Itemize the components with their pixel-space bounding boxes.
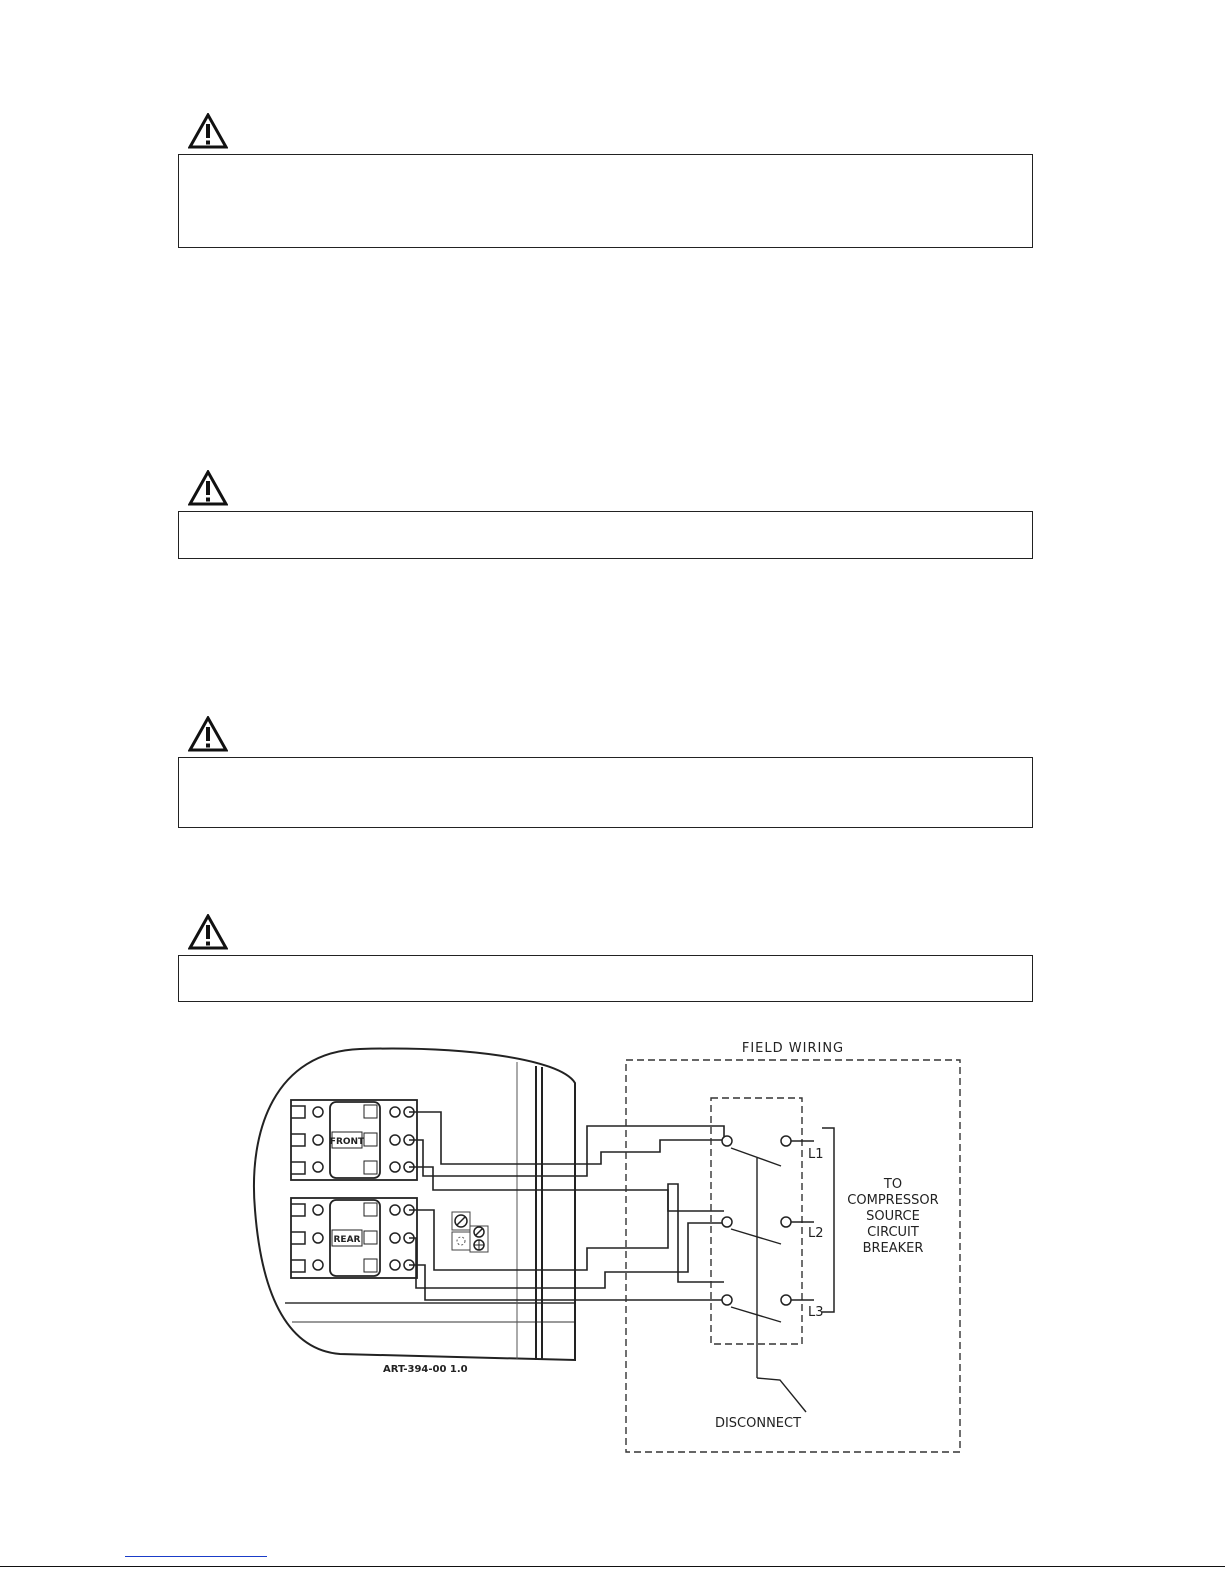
svg-text:SOURCE: SOURCE bbox=[866, 1209, 920, 1224]
contactor-front-label: FRONT bbox=[329, 1137, 365, 1147]
field-wires bbox=[409, 1112, 724, 1300]
warning-triangle-icon bbox=[188, 716, 228, 752]
art-number: ART-394-00 1.0 bbox=[383, 1364, 468, 1375]
ground-terminal-icon bbox=[452, 1212, 488, 1252]
disconnect-label: DISCONNECT bbox=[714, 1416, 802, 1431]
svg-text:BREAKER: BREAKER bbox=[862, 1241, 924, 1256]
breaker-label bbox=[847, 1177, 938, 1256]
terminal-l1-label: L1 bbox=[808, 1147, 824, 1162]
field-wiring-box bbox=[626, 1060, 960, 1452]
warning-box-4 bbox=[178, 955, 1033, 1002]
page-bottom-rule bbox=[0, 1566, 1225, 1567]
field-wiring-label: FIELD WIRING bbox=[741, 1041, 845, 1056]
contactor-front bbox=[291, 1100, 417, 1180]
warning-box-3 bbox=[178, 757, 1033, 828]
warning-box-1 bbox=[178, 154, 1033, 248]
terminal-l2-label: L2 bbox=[808, 1226, 824, 1241]
terminal-l3-label: L3 bbox=[808, 1305, 824, 1320]
wiring-diagram bbox=[0, 1020, 1225, 1500]
contactor-rear bbox=[291, 1198, 417, 1278]
footer-link-underline[interactable] bbox=[125, 1556, 267, 1557]
warning-box-2 bbox=[178, 511, 1033, 559]
svg-text:TO: TO bbox=[883, 1177, 903, 1192]
contactor-rear-label: REAR bbox=[333, 1235, 361, 1245]
warning-triangle-icon bbox=[188, 914, 228, 950]
warning-triangle-icon bbox=[188, 113, 228, 149]
svg-text:COMPRESSOR: COMPRESSOR bbox=[847, 1193, 939, 1208]
svg-text:CIRCUIT: CIRCUIT bbox=[867, 1225, 919, 1240]
warning-triangle-icon bbox=[188, 470, 228, 506]
breaker-bracket bbox=[822, 1128, 834, 1312]
